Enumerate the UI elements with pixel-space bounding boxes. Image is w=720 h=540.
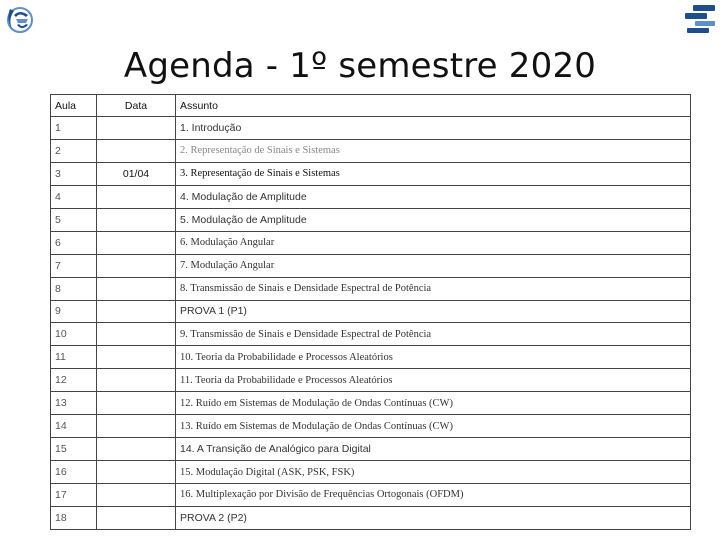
cell-assunto: 11. Teoria da Probabilidade e Processos Aleatórios (176, 369, 691, 392)
cell-assunto: 8. Transmissão de Sinais e Densidade Espectral de Potência (176, 277, 691, 300)
cell-aula: 11 (51, 346, 97, 369)
header-assunto: Assunto (176, 95, 691, 117)
cell-aula: 12 (51, 369, 97, 392)
cell-data (97, 300, 176, 323)
cell-assunto: 5. Modulação de Amplitude (176, 208, 691, 231)
cell-data (97, 254, 176, 277)
cell-aula: 4 (51, 185, 97, 208)
cell-data (97, 277, 176, 300)
cell-assunto: 14. A Transição de Analógico para Digital (176, 438, 691, 461)
cell-assunto: 12. Ruído em Sistemas de Modulação de Ondas Contínuas (CW) (176, 392, 691, 415)
cell-data (97, 392, 176, 415)
cell-assunto: 2. Representação de Sinais e Sistemas (176, 139, 691, 162)
globe-logo-icon (4, 3, 34, 35)
table-row (51, 254, 691, 277)
table-row (51, 208, 691, 231)
cell-aula: 2 (51, 139, 97, 162)
cell-data: 01/04 (97, 162, 176, 185)
cell-assunto: 13. Ruído em Sistemas de Modulação de Ondas Contínuas (CW) (176, 415, 691, 438)
cell-data (97, 139, 176, 162)
page-title: Agenda - 1º semestre 2020 (123, 46, 597, 86)
table-row (51, 185, 691, 208)
table-row (51, 231, 691, 254)
cell-aula: 10 (51, 323, 97, 346)
cell-data (97, 484, 176, 507)
agenda-table (50, 94, 691, 530)
stacked-bars-logo-icon (683, 3, 717, 35)
table-header-row (51, 95, 691, 117)
table-row (51, 415, 691, 438)
cell-aula: 7 (51, 254, 97, 277)
table-row (51, 323, 691, 346)
cell-aula: 16 (51, 461, 97, 484)
table-row (51, 162, 691, 185)
cell-data (97, 208, 176, 231)
cell-aula: 1 (51, 117, 97, 140)
cell-data (97, 185, 176, 208)
table-row (51, 346, 691, 369)
cell-aula: 8 (51, 277, 97, 300)
cell-assunto: 4. Modulação de Amplitude (176, 185, 691, 208)
table-row (51, 139, 691, 162)
table-row (51, 461, 691, 484)
cell-data (97, 369, 176, 392)
table-row (51, 392, 691, 415)
table-row (51, 117, 691, 140)
table-row (51, 277, 691, 300)
table-row (51, 369, 691, 392)
cell-assunto: PROVA 1 (P1) (176, 300, 691, 323)
cell-assunto: PROVA 2 (P2) (176, 506, 691, 529)
cell-data (97, 415, 176, 438)
cell-aula: 6 (51, 231, 97, 254)
table-row (51, 438, 691, 461)
cell-assunto: 16. Multiplexação por Divisão de Frequências Ortogonais (OFDM) (176, 484, 691, 507)
cell-assunto: 9. Transmissão de Sinais e Densidade Espectral de Potência (176, 323, 691, 346)
cell-aula: 18 (51, 506, 97, 529)
cell-assunto: 10. Teoria da Probabilidade e Processos Aleatórios (176, 346, 691, 369)
cell-data (97, 461, 176, 484)
cell-aula: 15 (51, 438, 97, 461)
cell-data (97, 438, 176, 461)
table-row (51, 300, 691, 323)
cell-aula: 3 (51, 162, 97, 185)
header-aula: Aula (51, 95, 97, 117)
cell-data (97, 323, 176, 346)
cell-assunto: 7. Modulação Angular (176, 254, 691, 277)
cell-data (97, 506, 176, 529)
cell-data (97, 346, 176, 369)
cell-aula: 5 (51, 208, 97, 231)
cell-data (97, 231, 176, 254)
cell-aula: 17 (51, 484, 97, 507)
cell-assunto: 3. Representação de Sinais e Sistemas (176, 162, 691, 185)
header-data: Data (97, 95, 176, 117)
cell-assunto: 15. Modulação Digital (ASK, PSK, FSK) (176, 461, 691, 484)
table-row (51, 506, 691, 529)
table-row (51, 484, 691, 507)
cell-data (97, 117, 176, 140)
cell-assunto: 6. Modulação Angular (176, 231, 691, 254)
cell-aula: 13 (51, 392, 97, 415)
cell-aula: 9 (51, 300, 97, 323)
cell-aula: 14 (51, 415, 97, 438)
cell-assunto: 1. Introdução (176, 117, 691, 140)
